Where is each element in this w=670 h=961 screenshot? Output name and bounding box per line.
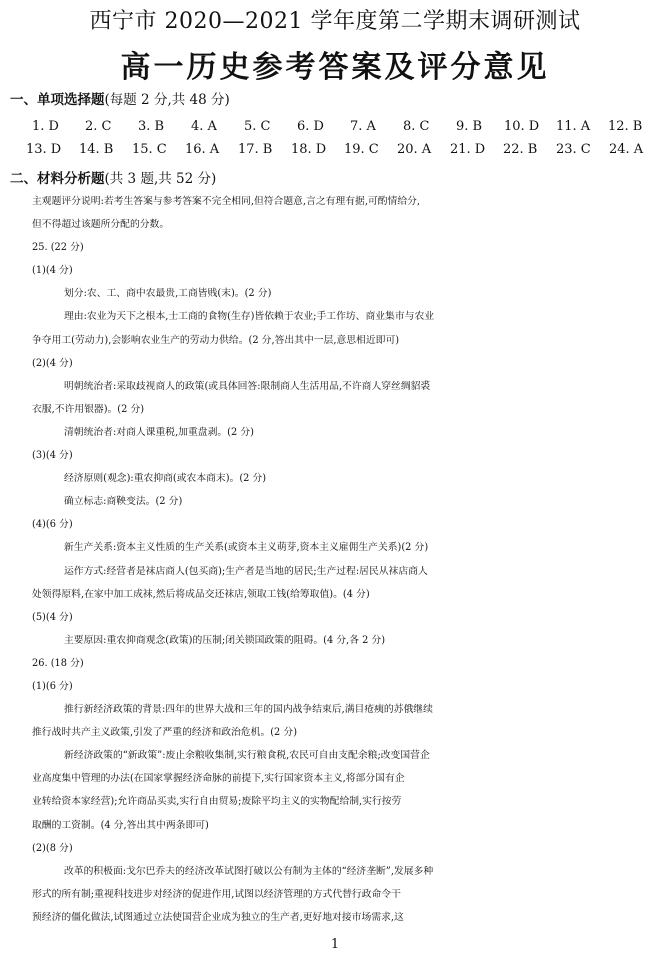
answer-item: 18. D	[291, 142, 327, 157]
answer-item: 15. C	[132, 142, 167, 157]
answer-line: 形式的所有制;重视科技进步对经济的促进作用,试图以经济管理的方式代替行政命令干	[32, 888, 401, 900]
answer-line: 业高度集中管理的办法(在国家掌握经济命脉的前提下,实行国家资本主义,将部分国有企	[32, 773, 405, 785]
answer-line: 运作方式:经营者是袜店商人(包买商);生产者是当地的居民;生产过程:居民从袜店商人	[64, 565, 428, 577]
section2-label: 二、材料分析题	[10, 171, 105, 187]
subquestion-heading: (3)(4 分)	[32, 450, 73, 462]
answer-item: 2. C	[85, 119, 112, 134]
answer-item: 13. D	[26, 142, 62, 157]
subquestion-heading: (5)(4 分)	[32, 611, 73, 623]
answer-line: 推行新经济政策的背景:四年的世界大战和三年的国内战争结束后,满目疮痍的苏俄继续	[64, 704, 433, 716]
page-number: 1	[330, 937, 340, 952]
answer-line: 衣服,不许用银器)。(2 分)	[32, 403, 145, 415]
answer-item: 5. C	[244, 119, 271, 134]
answer-item: 24. A	[609, 142, 644, 157]
scoring-note-line: 但不得超过该题所分配的分数。	[32, 219, 170, 231]
answer-item: 6. D	[297, 119, 324, 134]
section2-note: (共 3 题,共 52 分)	[104, 171, 217, 187]
answer-row-2	[0, 139, 670, 161]
section1-label: 一、单项选择题	[10, 92, 105, 108]
subquestion-heading: (1)(6 分)	[32, 680, 73, 692]
section1-note: (每题 2 分,共 48 分)	[104, 92, 230, 108]
section2-heading	[10, 169, 216, 189]
answer-item: 12. B	[608, 119, 643, 134]
subquestion-heading: (2)(8 分)	[32, 842, 73, 854]
subquestion-heading: (4)(6 分)	[32, 519, 73, 531]
answer-item: 1. D	[32, 119, 59, 134]
subquestion-heading: (2)(4 分)	[32, 357, 73, 369]
section2-body	[0, 190, 670, 929]
answer-item: 4. A	[191, 119, 217, 134]
answer-line: 预经济的僵化做法,试图通过立法使国营企业成为独立的生产者,更好地对接市场需求,这	[32, 911, 404, 923]
answer-line: 新经济政策的“新政策”:废止余粮收集制,实行粮食税,农民可自由支配余粮;改变国营企	[64, 750, 430, 762]
answer-line: 改革的积极面:戈尔巴乔夫的经济改革试图打破以公有制为主体的“经济垄断”,发展多种	[64, 865, 434, 877]
answer-item: 11. A	[556, 119, 591, 134]
answer-line: 明朝统治者:采取歧视商人的政策(或具体回答:限制商人生活用品,不许商人穿丝绸貂裘	[64, 380, 431, 392]
answer-line: 取酬的工资制。(4 分,答出其中两条即可)	[32, 819, 209, 831]
answer-item: 20. A	[397, 142, 432, 157]
scoring-note-line: 主观题评分说明:若考生答案与参考答案不完全相同,但符合题意,言之有理有据,可酌情给分,	[32, 196, 421, 207]
answer-line: 确立标志:商鞅变法。(2 分)	[64, 496, 183, 508]
answer-line: 新生产关系:资本主义性质的生产关系(或资本主义萌芽,资本主义雇佣生产关系)(2 分)	[64, 542, 429, 554]
answer-line: 主要原因:重农抑商观念(政策)的压制;闭关锁国政策的阻碍。(4 分,各 2 分)	[64, 634, 386, 646]
answer-item: 14. B	[79, 142, 114, 157]
answer-line: 处领得原料,在家中加工成袜,然后将成品交还袜店,领取工钱(给筹取值)。(4 分)	[32, 588, 370, 600]
answer-line: 推行战时共产主义政策,引发了严重的经济和政治危机。(2 分)	[32, 727, 298, 739]
question-heading: 26. (18 分)	[32, 657, 84, 669]
answer-line: 经济原则(观念):重农抑商(或农本商末)。(2 分)	[64, 473, 267, 485]
answer-item: 23. C	[556, 142, 591, 157]
answer-item: 9. B	[456, 119, 483, 134]
answer-item: 17. B	[238, 142, 273, 157]
answer-item: 22. B	[503, 142, 538, 157]
answer-line: 理由:农业为天下之根本,士工商的食物(生存)皆依赖于农业;手工作坊、商业集市与农业	[64, 311, 435, 323]
answer-item: 8. C	[403, 119, 430, 134]
answer-item: 3. B	[138, 119, 165, 134]
answer-line: 清朝统治者:对商人课重税,加重盘剥。(2 分)	[64, 426, 254, 438]
question-heading: 25. (22 分)	[32, 242, 84, 254]
answer-item: 21. D	[450, 142, 486, 157]
document-title: 高一历史参考答案及评分意见	[120, 50, 550, 85]
subquestion-heading: (1)(4 分)	[32, 265, 73, 277]
answer-item: 10. D	[504, 119, 540, 134]
answer-item: 16. A	[185, 142, 220, 157]
answer-line: 争夺用工(劳动力),会影响农业生产的劳动力供给。(2 分,答出其中一层,意思相近即可)	[32, 334, 400, 346]
answer-item: 7. A	[350, 119, 376, 134]
answer-line: 划分:农、工、商中农最贵,工商皆贱(末)。(2 分)	[64, 288, 272, 300]
answer-line: 业转给资本家经营);允许商品买卖,实行自由贸易;废除平均主义的实物配给制,实行按劳	[32, 796, 402, 808]
section1-heading	[10, 90, 230, 110]
answer-item: 19. C	[344, 142, 379, 157]
exam-title: 西宁市 2020—2021 学年度第二学期末调研测试	[89, 9, 581, 34]
answer-row-1	[0, 116, 670, 138]
